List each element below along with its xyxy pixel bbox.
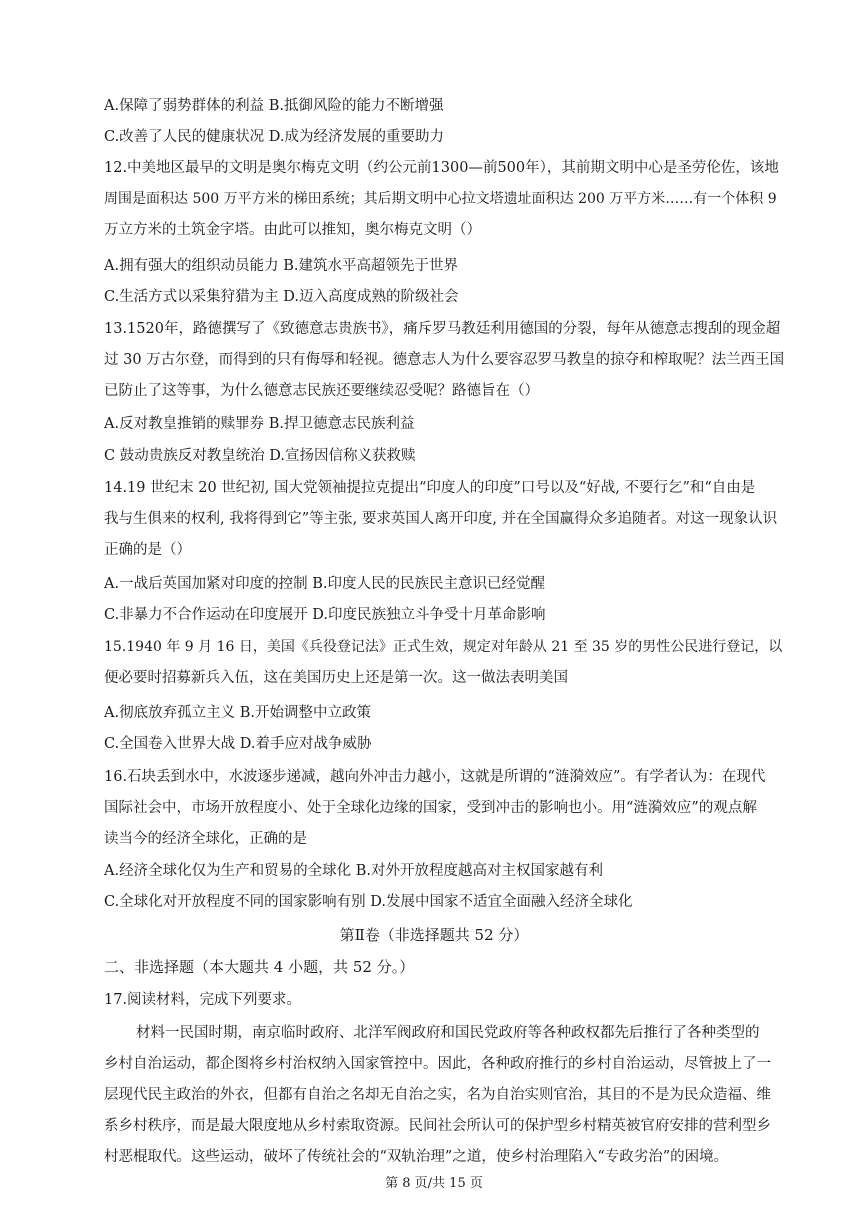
q13-options-ab: A.反对教皇推销的赎罪券 B.捍卫德意志民族利益 [104,416,415,432]
q15-stem-line: 便必要时招募新兵入伍，这在美国历史上还是第一次。这一做法表明美国 [104,670,568,686]
material-paragraph-line: 层现代民主政治的外衣，但都有自治之名却无自治之实，名为自治实则官治，其目的不是为民众造福、维 [104,1087,771,1103]
q12-stem-line: 周围是面积达 500 万平方米的梯田系统；其后期文明中心拉文塔遗址面积达 200 万平方米……有一个体积 9 [104,191,777,207]
q14-stem-line: 我与生俱来的权利, 我将得到它”等主张, 要求英国人离开印度, 并在全国赢得众多追随者。对这一现象认识 [104,511,778,527]
q14-options-cd: C.非暴力不合作运动在印度展开 D.印度民族独立斗争受十月革命影响 [104,607,546,623]
q11-options-cd: C.改善了人民的健康状况 D.成为经济发展的重要助力 [104,129,445,145]
q12-stem-line: 12.中美地区最早的文明是奥尔梅克文明（约公元前1300—前500年），其前期文明中心是圣劳伦佐，该地 [104,160,779,176]
q13-stem-line: 13.1520年，路德撰写了《致德意志贵族书》，痛斥罗马教廷利用德国的分裂，每年从德意志搜刮的现金超 [104,321,781,337]
q14-options-ab: A.一战后英国加紧对印度的控制 B.印度人民的民族民主意识已经觉醒 [104,576,545,592]
q12-options-cd: C.生活方式以采集狩猎为主 D.迈入高度成熟的阶级社会 [104,289,459,305]
q15-stem-line: 15.1940 年 9 月 16 日，美国《兵役登记法》正式生效，规定对年龄从 21 至 35 岁的男性公民进行登记，以 [104,639,783,655]
q17-intro: 17.阅读材料，完成下列要求。 [104,992,302,1008]
part-title: 第Ⅱ卷（非选择题共 52 分） [339,926,529,944]
q16-stem-line: 读当今的经济全球化，正确的是 [104,831,307,847]
material-paragraph-line: 系乡村秩序，而是最大限度地从乡村索取资源。民间社会所认可的保护型乡村精英被官府安排的营利型乡 [104,1118,771,1134]
q14-stem-line: 正确的是（） [104,542,191,558]
q13-stem-line: 过 30 万古尔登，而得到的只有侮辱和轻视。德意志人为什么要容忍罗马教皇的掠夺和榨取呢？法兰西王国 [104,352,784,368]
material-paragraph-line: 村恶棍取代。这些运动，破坏了传统社会的“双轨治理”之道，使乡村治理陷入“专政劣治”的困境。 [104,1149,729,1165]
q12-stem-line: 万立方米的土筑金字塔。由此可以推知，奥尔梅克文明（） [104,222,481,238]
q16-options-ab: A.经济全球化仅为生产和贸易的全球化 B.对外开放程度越高对主权国家越有利 [104,863,603,879]
q14-stem-line: 14.19 世纪末 20 世纪初, 国大党领袖提拉克提出“印度人的印度”口号以及“好战, 不要行乞”和“自由是 [104,480,756,496]
q11-options-ab: A.保障了弱势群体的利益 B.抵御风险的能力不断增强 [104,98,444,114]
q15-options-cd: C.全国卷入世界大战 D.着手应对战争威胁 [104,736,372,752]
q16-options-cd: C.全球化对开放程度不同的国家影响有别 D.发展中国家不适宜全面融入经济全球化 [104,894,633,910]
q15-options-ab: A.彻底放弃孤立主义 B.开始调整中立政策 [104,705,371,721]
q13-stem-line: 已防止了这等事，为什么德意志民族还要继续忍受呢？路德旨在（） [104,383,539,399]
q16-stem-line: 国际社会中，市场开放程度小、处于全球化边缘的国家，受到冲击的影响也小。用“涟漪效应”的观点解 [104,800,757,816]
material-paragraph-line: 材料一民国时期，南京临时政府、北洋军阀政府和国民党政府等各种政权都先后推行了各种类型的 [136,1025,760,1041]
material-paragraph-line: 乡村自治运动，都企图将乡村治权纳入国家管控中。因此，各种政府推行的乡村自治运动，尽管披上了一 [104,1056,771,1072]
page-footer: 第 8 页/共 15 页 [385,1176,483,1191]
section-title: 二、非选择题（本大题共 4 小题，共 52 分。） [104,958,415,976]
q13-options-cd: C 鼓动贵族反对教皇统治 D.宣扬因信称义获救赎 [104,448,416,464]
q16-stem-line: 16.石块丢到水中，水波逐步递减，越向外冲击力越小，这就是所谓的“涟漪效应”。有学者认为：在现代 [104,769,766,785]
q12-options-ab: A.拥有强大的组织动员能力 B.建筑水平高超领先于世界 [104,258,458,274]
